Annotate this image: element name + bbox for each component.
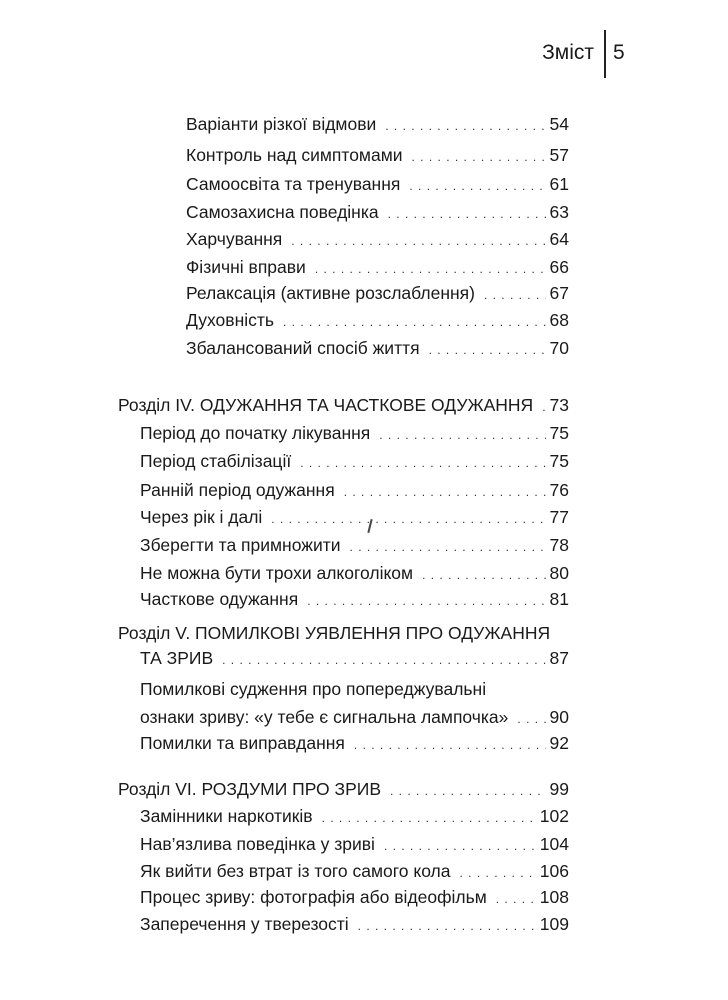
dot-leader	[385, 113, 545, 139]
toc-entry[interactable]	[186, 199, 569, 225]
toc-entry-title: Духовність	[186, 310, 275, 330]
toc-entry-page: 70	[549, 338, 569, 358]
toc-entry-page: 66	[549, 257, 569, 277]
toc-entry-title: Варіанти різкої відмови	[186, 114, 377, 134]
toc-entry-page: 81	[549, 589, 569, 609]
toc-entry-title: Помилки та виправдання	[140, 733, 345, 753]
toc-entry-title-line1[interactable]: Помилкові судження про попереджувальні	[140, 679, 487, 699]
toc-entry-page: 57	[549, 145, 569, 165]
toc-chapter-6[interactable]	[118, 776, 569, 802]
toc-entry[interactable]	[186, 335, 569, 361]
toc-entry-title: Період стабілізації	[140, 451, 292, 471]
toc-entry-page: 78	[549, 535, 569, 555]
toc-chapter-page: 73	[549, 395, 569, 415]
toc-entry-title: Через рік і далі	[140, 507, 263, 527]
toc-entry[interactable]	[140, 448, 569, 474]
toc-entry-title: Ранній період одужання	[140, 480, 335, 500]
toc-entry-page: 76	[549, 480, 569, 500]
dot-leader	[358, 913, 536, 939]
toc-entry[interactable]	[140, 858, 569, 884]
toc-entry-title: Нав’язлива поведінка у зриві	[140, 834, 375, 854]
toc-chapter-page: 99	[549, 779, 569, 799]
toc-entry-title: Процес зриву: фотографія або відеофільм	[140, 887, 487, 907]
dot-leader	[344, 479, 546, 505]
toc-entry-page: 77	[549, 507, 569, 527]
toc-entry-title: Не можна бути трохи алкоголіком	[140, 563, 414, 583]
toc-entry[interactable]	[186, 171, 569, 197]
dot-leader	[422, 562, 545, 588]
toc-entry-page: 90	[549, 707, 569, 727]
toc-entry-title: Часткове одужання	[140, 589, 299, 609]
toc-entry[interactable]	[140, 560, 569, 586]
toc-entry-page: 108	[539, 887, 569, 907]
dot-leader	[460, 860, 536, 886]
dot-leader	[315, 256, 546, 282]
toc-entry-title: Зберегти та примножити	[140, 535, 341, 555]
dot-leader	[283, 309, 546, 335]
toc-entry-page: 75	[549, 451, 569, 471]
toc-entry-page: 67	[549, 283, 569, 303]
toc-entry-page: 61	[549, 174, 569, 194]
toc-entry-title: Як вийти без втрат із того самого кола	[140, 861, 451, 881]
toc-entry[interactable]	[140, 831, 569, 857]
dot-leader	[409, 173, 545, 199]
dot-leader	[429, 337, 546, 363]
toc-entry[interactable]	[140, 504, 569, 530]
toc-entry[interactable]	[186, 142, 569, 168]
toc-entry[interactable]	[140, 420, 569, 446]
dot-leader	[384, 833, 536, 859]
dot-leader	[354, 732, 546, 758]
toc-chapter-title: Розділ VI. РОЗДУМИ ПРО ЗРИВ	[118, 779, 381, 799]
toc-entry[interactable]	[186, 226, 569, 252]
toc-entry-page: 109	[539, 914, 569, 934]
toc-entry[interactable]	[140, 730, 569, 756]
toc-chapter-5[interactable]	[140, 645, 569, 671]
toc-entry-title: Збалансований спосіб життя	[186, 338, 420, 358]
toc-entry-title: Харчування	[186, 229, 283, 249]
toc-entry[interactable]	[186, 307, 569, 333]
toc-entry-title: Контроль над симптомами	[186, 145, 403, 165]
toc-entry-title: ознаки зриву: «у тебе є сигнальна лампочка»	[140, 707, 509, 727]
dot-leader	[350, 534, 546, 560]
toc-entry[interactable]	[186, 280, 569, 306]
dot-leader	[388, 201, 546, 227]
toc-entry-title: Фізичні вправи	[186, 257, 306, 277]
toc-chapter-title: ТА ЗРИВ	[140, 648, 214, 668]
toc-chapter-4[interactable]	[118, 392, 569, 418]
dot-leader	[412, 144, 546, 170]
toc-chapter-page: 87	[549, 648, 569, 668]
toc-entry-title: Заперечення у тверезості	[140, 914, 349, 934]
dot-leader	[271, 506, 545, 532]
toc-entry[interactable]	[140, 884, 569, 910]
toc-entry-title: Замінники наркотиків	[140, 806, 313, 826]
header-divider	[604, 30, 606, 78]
dot-leader	[517, 706, 545, 732]
toc-entry-page: 92	[549, 733, 569, 753]
dot-leader	[300, 450, 545, 476]
running-header-title: Зміст	[542, 41, 594, 64]
toc-entry-page: 106	[539, 861, 569, 881]
toc-entry-page: 102	[539, 806, 569, 826]
dot-leader	[390, 778, 546, 804]
toc-chapter-5-title-line1[interactable]: Розділ V. ПОМИЛКОВІ УЯВЛЕННЯ ПРО ОДУЖАННЯ	[118, 623, 551, 643]
toc-entry-page: 54	[549, 114, 569, 134]
dot-leader	[307, 588, 545, 614]
toc-entry-title: Релаксація (активне розслаблення)	[186, 283, 475, 303]
dot-leader	[379, 422, 545, 448]
toc-entry-title: Самозахисна поведінка	[186, 202, 379, 222]
dot-leader	[291, 228, 545, 254]
dot-leader	[484, 282, 546, 308]
toc-entry-title: Самоосвіта та тренування	[186, 174, 401, 194]
toc-entry-title: Період до початку лікування	[140, 423, 371, 443]
toc-entry[interactable]	[186, 254, 569, 280]
toc-entry[interactable]	[140, 704, 569, 730]
toc-entry[interactable]	[140, 532, 569, 558]
toc-entry[interactable]	[140, 477, 569, 503]
toc-entry[interactable]	[186, 111, 569, 137]
dot-leader	[222, 647, 545, 673]
toc-entry-page: 68	[549, 310, 569, 330]
toc-entry[interactable]	[140, 803, 569, 829]
toc-entry-page: 80	[549, 563, 569, 583]
toc-entry[interactable]	[140, 911, 569, 937]
page-header	[0, 0, 728, 90]
dot-leader	[496, 886, 536, 912]
dot-leader	[542, 394, 545, 420]
toc-entry-page: 104	[539, 834, 569, 854]
toc-entry-page: 75	[549, 423, 569, 443]
toc-chapter-title: Розділ IV. ОДУЖАННЯ ТА ЧАСТКОВЕ ОДУЖАННЯ	[118, 395, 534, 415]
page-number: 5	[613, 41, 625, 64]
toc-entry[interactable]	[140, 586, 569, 612]
toc-entry-page: 63	[549, 202, 569, 222]
dot-leader	[322, 805, 536, 831]
toc-entry-page: 64	[549, 229, 569, 249]
